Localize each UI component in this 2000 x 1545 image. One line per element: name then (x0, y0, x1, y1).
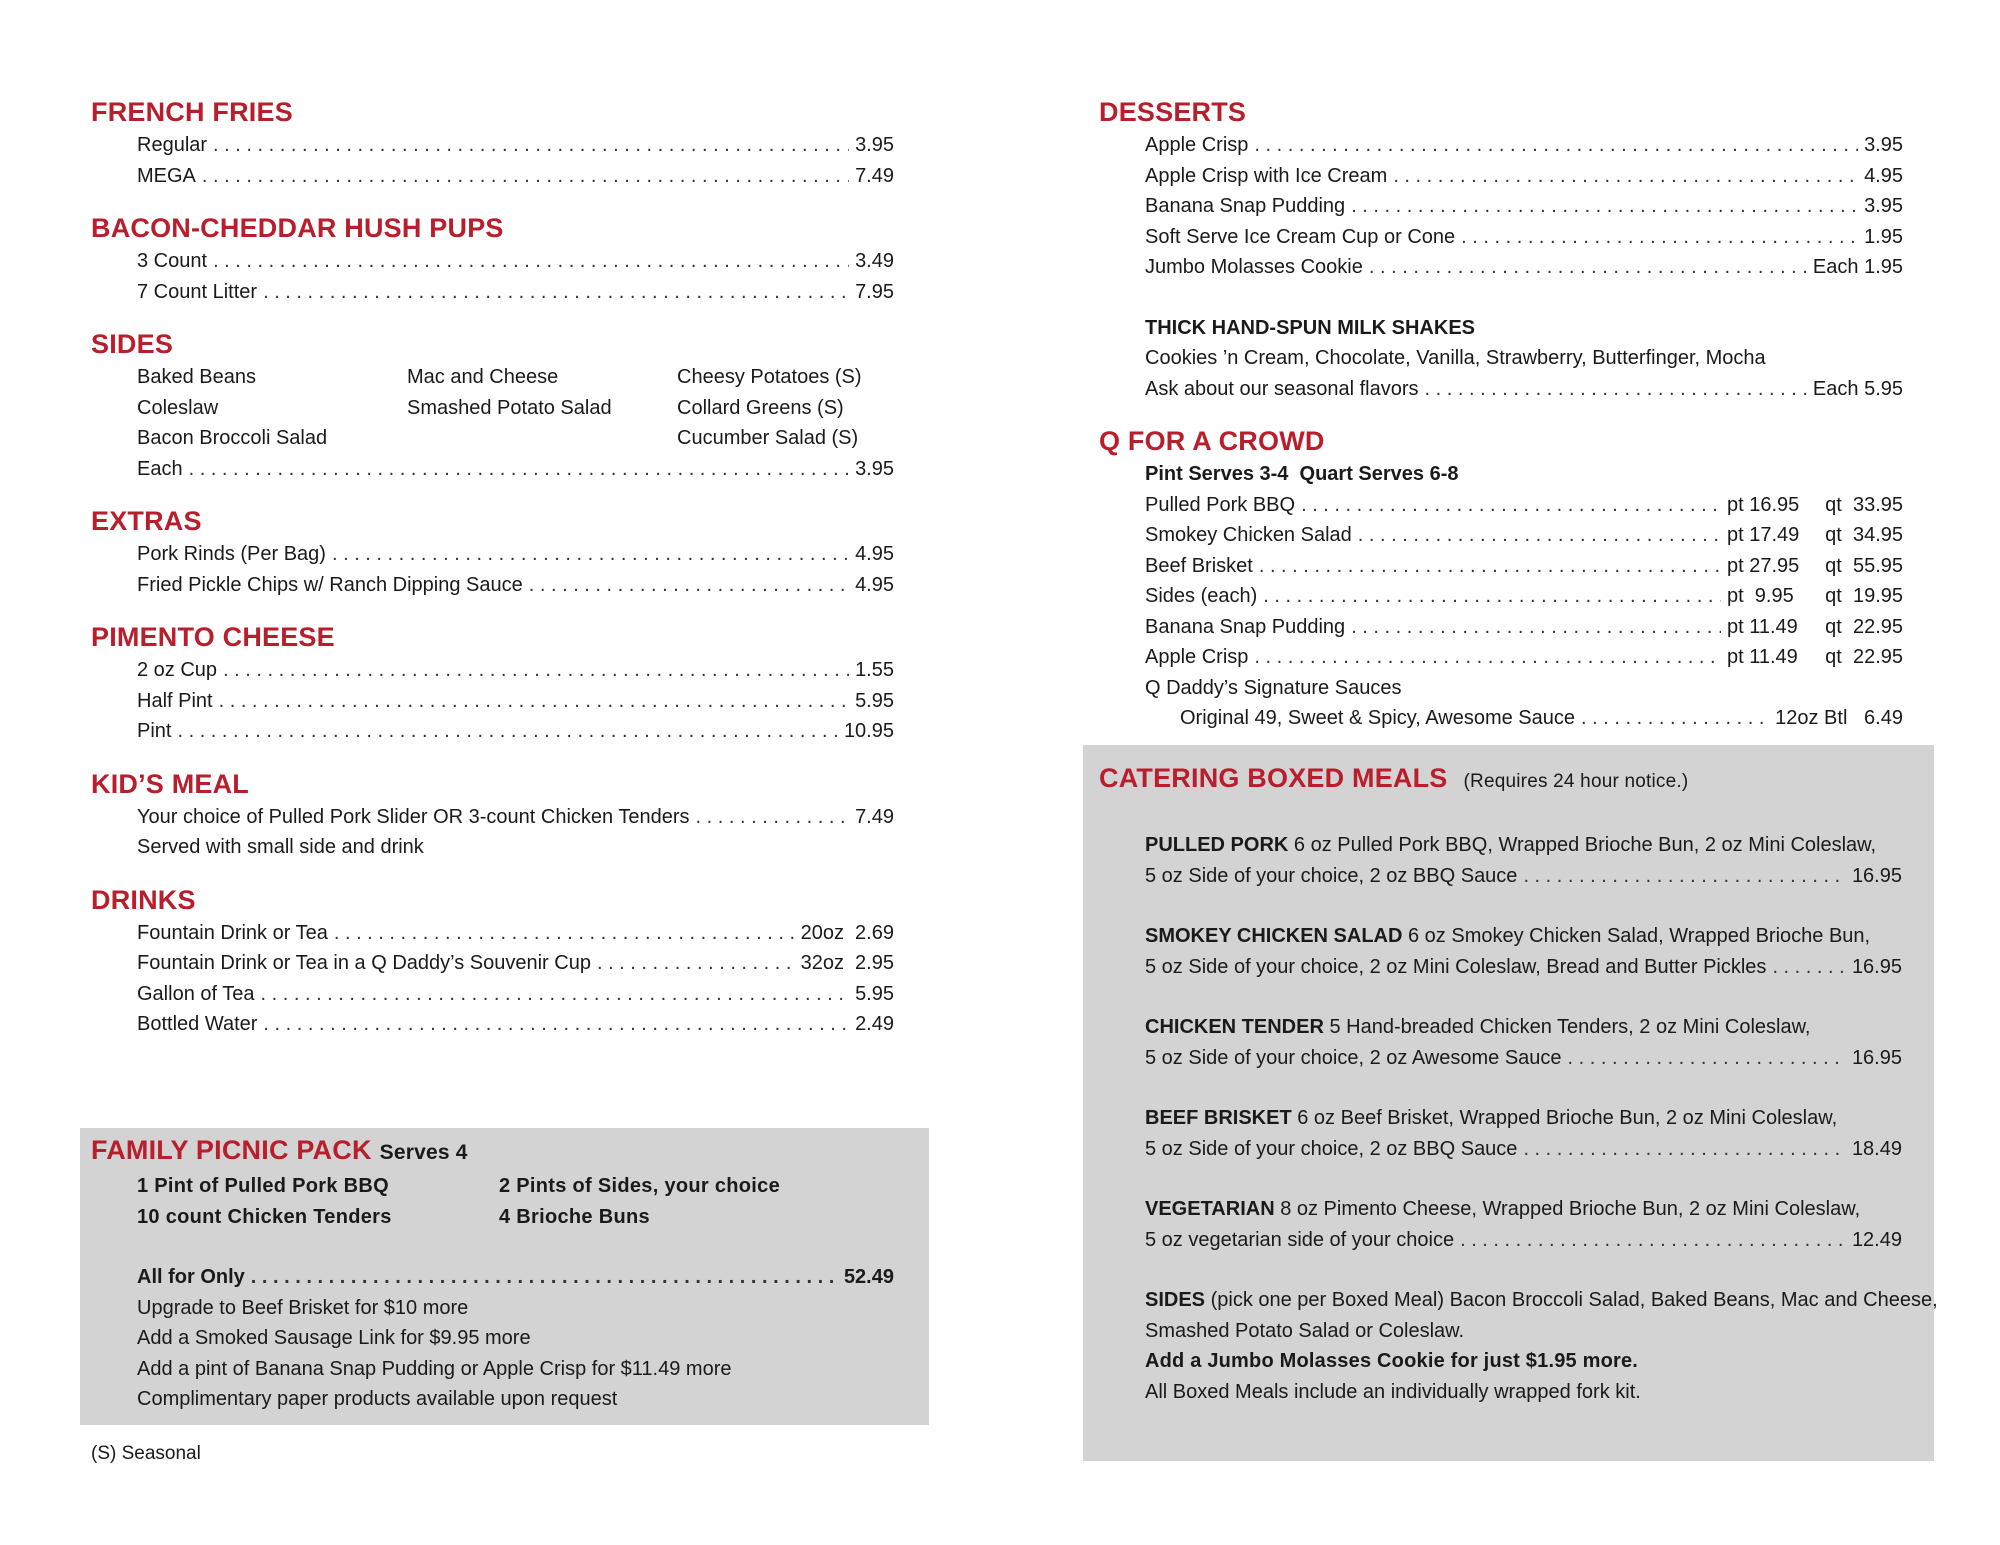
section-extras (91, 503, 894, 600)
menu-item: 2 oz Cup . . . 1.55 (137, 655, 894, 686)
menu-item: Bottled Water . . . 2.49 (137, 1009, 894, 1040)
menu-note: Served with small side and drink (137, 836, 424, 858)
menu-item: Regular . . . 3.95 (137, 130, 894, 161)
menu-item: Gallon of Tea . . . 5.95 (137, 979, 894, 1010)
side-item: Cheesy Potatoes (S) (677, 366, 862, 388)
menu-item: Apple Crisp . . . pt 11.49 qt 22.95 (1145, 642, 1903, 673)
picnic-item: 4 Brioche Buns (499, 1205, 650, 1228)
serves-label: Serves 4 (379, 1141, 468, 1164)
menu-item: Soft Serve Ice Cream Cup or Cone . . . 1.95 (1145, 222, 1903, 253)
section-french-fries (91, 94, 894, 191)
boxed-meal: VEGETARIAN 8 oz Pimento Cheese, Wrapped Brioche Bun, 2 oz Mini Coleslaw, 5 oz vegetarian side of your choice . . . 12.49 (1099, 1194, 1902, 1255)
section-hush-pups (91, 210, 894, 307)
catering-boxed-meals-box (1083, 745, 1938, 1461)
menu-item: 7 Count Litter . . . 7.95 (137, 277, 894, 308)
section-pimento-cheese (91, 619, 894, 747)
menu-item: Your choice of Pulled Pork Slider OR 3-count Chicken Tenders . . . 7.49 (137, 802, 894, 833)
sides-grid (137, 362, 894, 454)
section-q-for-a-crowd (1099, 423, 1903, 734)
menu-item: Original 49, Sweet & Spicy, Awesome Sauce . . . 12oz Btl 6.49 (1145, 703, 1903, 734)
side-item (407, 423, 677, 454)
side-item: Smashed Potato Salad (407, 396, 612, 419)
picnic-item: 1 Pint of Pulled Pork BBQ (137, 1175, 389, 1197)
side-item: Cucumber Salad (S) (677, 427, 859, 449)
section-kids-meal (91, 766, 894, 863)
boxed-meal: PULLED PORK 6 oz Pulled Pork BBQ, Wrapped Brioche Bun, 2 oz Mini Coleslaw, 5 oz Side of your choice, 2 oz BBQ Sauce . . . 16.95 (1099, 830, 1902, 891)
picnic-notes (91, 1293, 929, 1415)
sauces-label: Q Daddy’s Signature Sauces (1145, 676, 1402, 699)
shakes-flavors: Cookies ’n Cream, Chocolate, Vanilla, Strawberry, Butterfinger, Mocha (1145, 347, 1766, 369)
boxed-meal: SMOKEY CHICKEN SALAD 6 oz Smokey Chicken Salad, Wrapped Brioche Bun, 5 oz Side of your choice, 2 oz Mini Coleslaw, Bread and Butter Pickles . . . 16.95 (1099, 921, 1902, 982)
picnic-note: Add a pint of Banana Snap Pudding or Apple Crisp for $11.49 more (137, 1357, 732, 1380)
section-sides (91, 326, 894, 484)
side-item: Collard Greens (S) (677, 396, 844, 419)
section-title: BACON-CHEDDAR HUSH PUPS (91, 213, 504, 243)
section-title: DRINKS (91, 884, 196, 915)
picnic-note: Complimentary paper products available upon request (137, 1388, 618, 1410)
picnic-total: All for Only . . . 52.49 (91, 1262, 894, 1293)
menu-item: Ask about our seasonal flavors . . . Each 5.95 (1145, 374, 1903, 405)
section-title: EXTRAS (91, 506, 202, 536)
family-picnic-pack-box (80, 1128, 929, 1425)
seasonal-footnote: (S) Seasonal (91, 1443, 201, 1464)
side-item: Mac and Cheese (407, 366, 559, 388)
menu-item: Banana Snap Pudding . . . pt 11.49 qt 22.95 (1145, 612, 1903, 643)
section-title: Q FOR A CROWD (1099, 426, 1325, 456)
section-title: CATERING BOXED MEALS (Requires 24 hour notice.) (1099, 760, 1918, 800)
menu-item: MEGA . . . 7.49 (137, 161, 894, 192)
cookie-addon: Add a Jumbo Molasses Cookie for just $1.95 more. (1145, 1350, 1639, 1372)
section-title: SIDES (91, 329, 174, 359)
picnic-note: Add a Smoked Sausage Link for $9.95 more (137, 1327, 531, 1349)
boxed-meal: CHICKEN TENDER 5 Hand-breaded Chicken Tenders, 2 oz Mini Coleslaw, 5 oz Side of your choice, 2 oz Awesome Sauce . . . 16.95 (1099, 1012, 1902, 1073)
right-column (1099, 94, 1903, 753)
menu-item: Apple Crisp with Ice Cream . . . 4.95 (1145, 161, 1903, 192)
picnic-contents (91, 1171, 929, 1232)
boxed-meal: BEEF BRISKET 6 oz Beef Brisket, Wrapped Brioche Bun, 2 oz Mini Coleslaw, 5 oz Side of your choice, 2 oz BBQ Sauce . . . 18.49 (1099, 1103, 1902, 1164)
menu-item: Half Pint . . . 5.95 (137, 686, 894, 717)
picnic-note: Upgrade to Beef Brisket for $10 more (137, 1296, 469, 1319)
section-title: DESSERTS (1099, 97, 1247, 127)
menu-item: Sides (each) . . . pt 9.95 qt 19.95 (1145, 581, 1903, 612)
menu-item: Apple Crisp . . . 3.95 (1145, 130, 1903, 161)
section-title: PIMENTO CHEESE (91, 622, 335, 652)
menu-item: 3 Count . . . 3.49 (137, 246, 894, 277)
menu-item: Jumbo Molasses Cookie . . . Each 1.95 (1145, 252, 1903, 283)
side-item: Baked Beans (137, 366, 256, 388)
menu-item: Pint . . . 10.95 (137, 716, 894, 747)
menu-item: Beef Brisket . . . pt 27.95 qt 55.95 (1145, 551, 1903, 582)
menu-item: Pulled Pork BBQ . . . pt 16.95 qt 33.95 (1145, 490, 1903, 521)
left-column (91, 94, 894, 1059)
menu-item: Fountain Drink or Tea in a Q Daddy’s Souvenir Cup . . . 32oz 2.95 (137, 948, 894, 979)
menu-item: Pork Rinds (Per Bag) . . . 4.95 (137, 539, 894, 570)
side-item: Coleslaw (137, 396, 219, 419)
menu-item: Banana Snap Pudding . . . 3.95 (1145, 191, 1903, 222)
section-drinks (91, 882, 894, 1040)
side-item: Bacon Broccoli Salad (137, 427, 328, 449)
notice-label: (Requires 24 hour notice.) (1463, 771, 1689, 792)
section-title: FAMILY PICNIC PACK Serves 4 (91, 1135, 468, 1165)
picnic-item: 10 count Chicken Tenders (137, 1205, 392, 1228)
picnic-item: 2 Pints of Sides, your choice (499, 1175, 780, 1197)
fork-kit-note: All Boxed Meals include an individually wrapped fork kit. (1145, 1380, 1641, 1403)
crowd-subhead: Pint Serves 3-4 Quart Serves 6-8 (1145, 463, 1459, 485)
shakes-title: THICK HAND-SPUN MILK SHAKES (1145, 316, 1475, 339)
section-desserts (1099, 94, 1903, 283)
menu-item: Fountain Drink or Tea . . . 20oz 2.69 (137, 918, 894, 949)
section-milk-shakes (1099, 313, 1903, 405)
boxed-meal-sides: SIDES (pick one per Boxed Meal) Bacon Broccoli Salad, Baked Beans, Mac and Cheese, Smashed Potato Salad or Coleslaw. Add a Jumbo Molasses Cookie for just $1.95 more. All Boxed Meals include an individually wrapped fork kit. (1099, 1285, 1918, 1407)
menu-item: Smokey Chicken Salad . . . pt 17.49 qt 34.95 (1145, 520, 1903, 551)
menu-item: Fried Pickle Chips w/ Ranch Dipping Sauce . . . 4.95 (137, 570, 894, 601)
menu-item: Each . . . 3.95 (137, 454, 894, 485)
section-title: KID’S MEAL (91, 768, 250, 799)
section-title: FRENCH FRIES (91, 97, 293, 127)
